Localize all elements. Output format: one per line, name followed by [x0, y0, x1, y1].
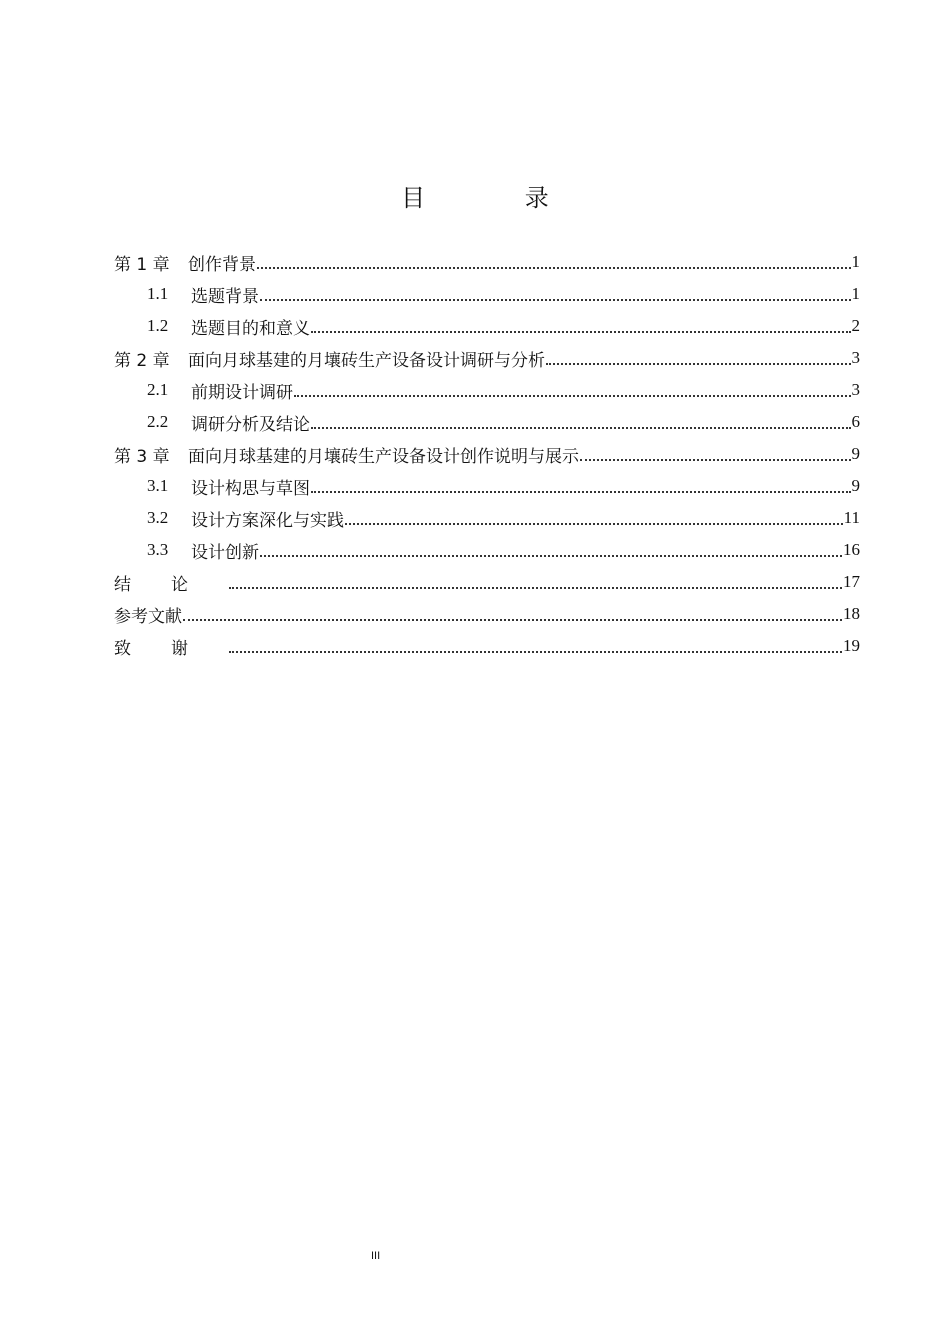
toc-page-number: 9 — [851, 444, 860, 463]
dot-leader — [229, 586, 842, 589]
page-title: 目 录 — [401, 184, 595, 212]
toc-page-number: 16 — [843, 540, 860, 559]
toc-page-number: 19 — [843, 636, 860, 655]
toc-page-number: 3 — [851, 380, 860, 399]
dot-leader — [294, 394, 851, 397]
dot-leader — [311, 426, 851, 429]
dot-leader — [311, 330, 851, 333]
toc-label: 结论 — [114, 574, 228, 595]
toc-page-number: 1 — [851, 252, 860, 271]
toc-label: 创作背景 — [188, 254, 256, 275]
toc-entry-3-2[interactable] — [114, 502, 860, 534]
toc-page-number: 9 — [851, 476, 860, 495]
dot-leader — [260, 554, 842, 557]
toc-entry-3-3[interactable] — [114, 534, 860, 566]
toc-label: 选题背景 — [191, 286, 259, 307]
toc-number: 1.1 — [147, 284, 169, 303]
toc-label: 选题目的和意义 — [191, 318, 310, 339]
toc-number: 3.3 — [147, 540, 169, 559]
toc-entry-chapter-2[interactable] — [114, 342, 860, 374]
toc-entry-2-1[interactable] — [114, 374, 860, 406]
toc-entry-1-2[interactable] — [114, 310, 860, 342]
toc-page-number: 1 — [851, 284, 860, 303]
toc-entry-chapter-3[interactable] — [114, 438, 860, 470]
toc-number: 第 1 章 — [114, 254, 170, 275]
toc-page-number: 6 — [851, 412, 860, 431]
table-of-contents — [114, 246, 860, 662]
toc-number: 3.1 — [147, 476, 169, 495]
toc-label: 参考文献 — [114, 606, 182, 627]
toc-page-number: 11 — [843, 508, 860, 527]
dot-leader — [229, 650, 842, 653]
toc-number: 第 3 章 — [114, 446, 170, 467]
toc-entry-chapter-1[interactable] — [114, 246, 860, 278]
toc-number: 2.1 — [147, 380, 169, 399]
toc-entry-1-1[interactable] — [114, 278, 860, 310]
toc-label: 调研分析及结论 — [191, 414, 310, 435]
toc-number: 2.2 — [147, 412, 169, 431]
dot-leader — [257, 266, 851, 269]
toc-label: 面向月球基建的月壤砖生产设备设计调研与分析 — [188, 350, 545, 371]
toc-number: 第 2 章 — [114, 350, 170, 371]
toc-label: 设计构思与草图 — [191, 478, 310, 499]
toc-label: 设计方案深化与实践 — [191, 510, 344, 531]
dot-leader — [260, 298, 851, 301]
toc-entry-acknowledgements[interactable] — [114, 630, 860, 662]
toc-page-number: 2 — [851, 316, 860, 335]
dot-leader — [311, 490, 851, 493]
toc-number: 1.2 — [147, 316, 169, 335]
toc-label: 设计创新 — [191, 542, 259, 563]
dot-leader — [546, 362, 851, 365]
toc-label: 前期设计调研 — [191, 382, 293, 403]
dot-leader — [183, 618, 842, 621]
toc-label: 面向月球基建的月壤砖生产设备设计创作说明与展示 — [188, 446, 579, 467]
toc-page-number: 3 — [851, 348, 860, 367]
toc-entry-3-1[interactable] — [114, 470, 860, 502]
toc-entry-2-2[interactable] — [114, 406, 860, 438]
toc-entry-references[interactable] — [114, 598, 860, 630]
dot-leader — [580, 458, 851, 461]
toc-page-number: 17 — [843, 572, 860, 591]
footer-page-number: III — [371, 1250, 381, 1262]
dot-leader — [345, 522, 843, 525]
toc-page-number: 18 — [843, 604, 860, 623]
toc-entry-conclusion[interactable] — [114, 566, 860, 598]
toc-number: 3.2 — [147, 508, 169, 527]
toc-label: 致谢 — [114, 638, 228, 659]
